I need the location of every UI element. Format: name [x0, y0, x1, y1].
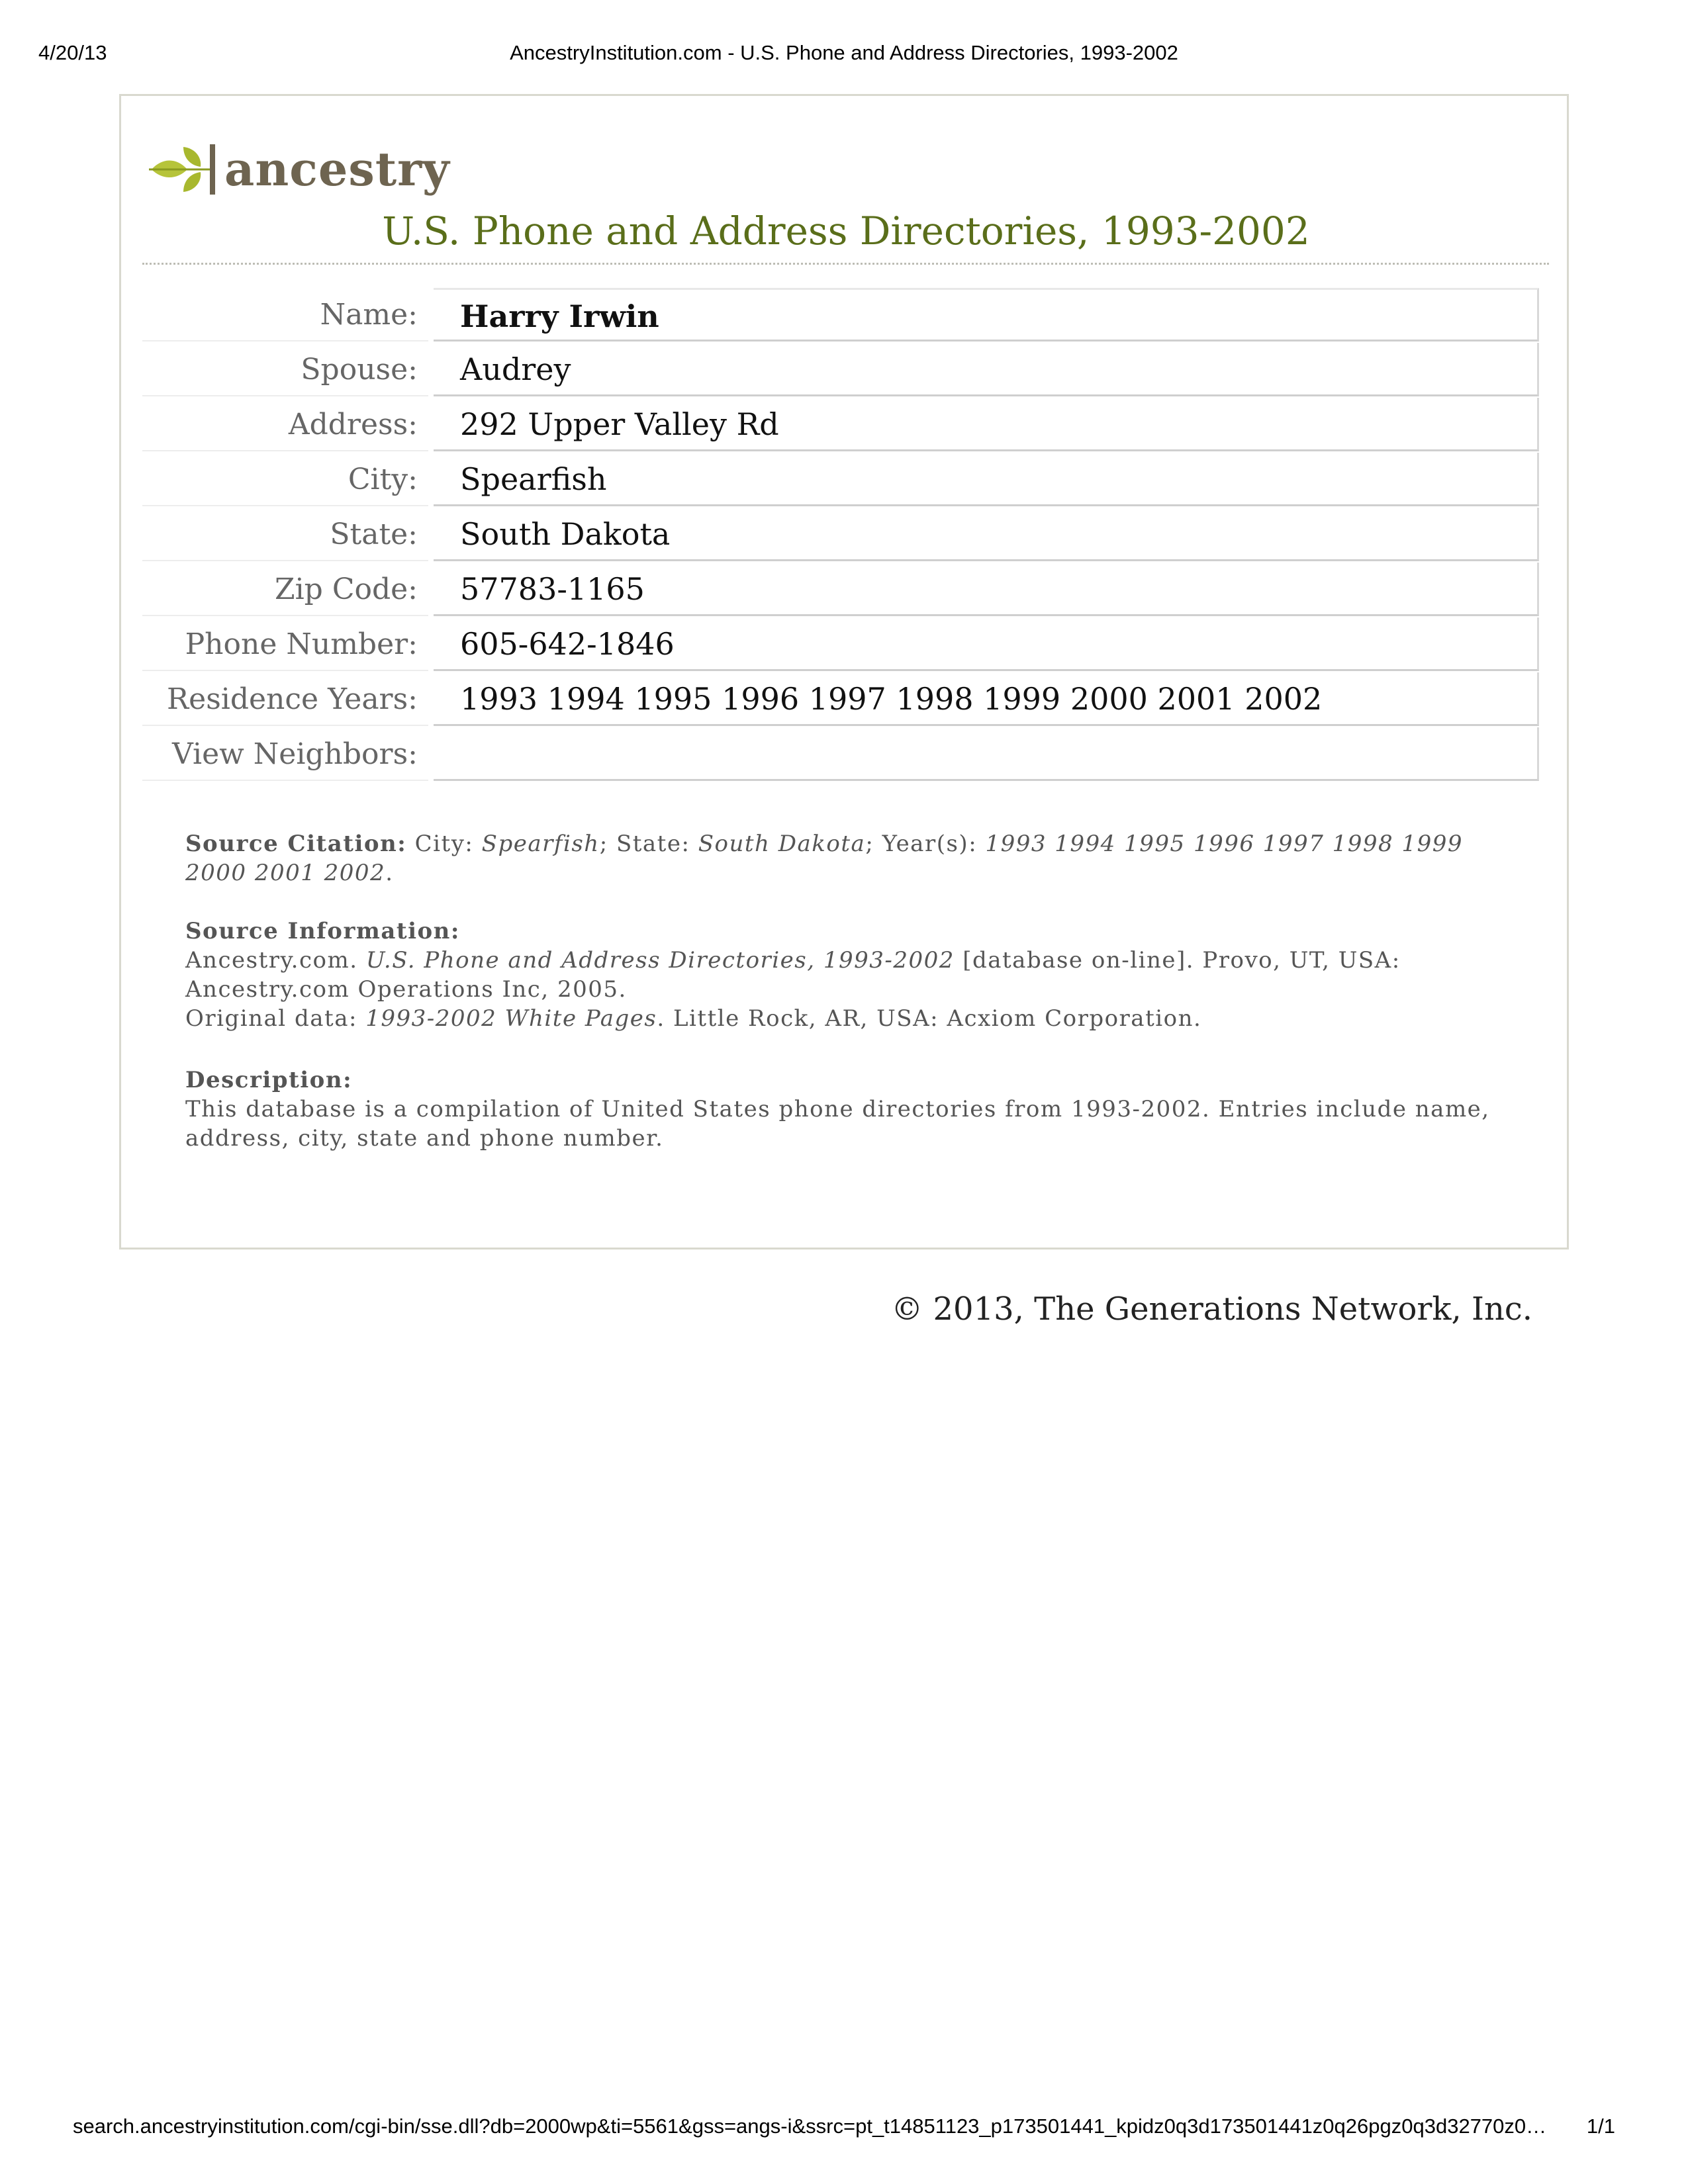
source-line1-pre: Ancestry.com.	[185, 947, 366, 974]
leaf-icon	[149, 139, 222, 199]
source-information-heading: Source Information:	[185, 918, 460, 944]
field-row-spouse	[142, 343, 1539, 398]
source-citation	[185, 829, 1503, 887]
description-text: This database is a compilation of United States phone directories from 1993-2002. Entries include name, address, city, state and phone number.	[185, 1096, 1490, 1152]
record-fields	[142, 288, 1539, 782]
logo-text: ancestry	[224, 141, 450, 197]
source-line2-post: . Little Rock, AR, USA: Acxiom Corporation.	[657, 1005, 1202, 1032]
field-value-name: Harry Irwin	[434, 288, 1539, 341]
field-label: Zip Code:	[142, 563, 428, 616]
print-page-title: AncestryInstitution.com - U.S. Phone and Address Directories, 1993-2002	[510, 41, 1178, 64]
citation-city-label: City:	[406, 831, 482, 857]
field-label: Name:	[142, 288, 428, 341]
record-card	[119, 94, 1569, 1250]
field-label: Residence Years:	[142, 672, 428, 726]
field-row-state	[142, 508, 1539, 563]
print-header	[0, 41, 1688, 74]
field-row-view-neighbors	[142, 727, 1539, 782]
print-date: 4/20/13	[38, 41, 107, 64]
field-value-phone: 605-642-1846	[434, 617, 1539, 671]
field-value-view-neighbors	[434, 727, 1539, 781]
source-information	[185, 917, 1503, 1033]
citation-city: Spearfish	[481, 831, 600, 857]
title-divider	[142, 263, 1549, 265]
field-row-phone	[142, 617, 1539, 672]
citation-state: South Dakota	[698, 831, 866, 857]
print-url: search.ancestryinstitution.com/cgi-bin/sse.dll?db=2000wp&ti=5561&gss=angs-i&ssrc=pt_t14851123_p173501441_kpidz0q3d173501441z0q26pgz0q3d32770z0…	[73, 2115, 1547, 2138]
field-value-zip: 57783-1165	[434, 563, 1539, 616]
field-value-state: South Dakota	[434, 508, 1539, 561]
citation-years-label: ; Year(s):	[865, 831, 986, 857]
field-label: Spouse:	[142, 343, 428, 396]
citation-end: .	[385, 860, 394, 886]
source-line1-post: [database on-line]. Provo, UT, USA: Ancestry.com Operations Inc, 2005.	[185, 947, 1401, 1003]
field-value-residence-years: 1993 1994 1995 1996 1997 1998 1999 2000 2001 2002	[434, 672, 1539, 726]
collection-title: U.S. Phone and Address Directories, 1993-2002	[382, 208, 1310, 253]
description	[185, 1066, 1503, 1153]
description-heading: Description:	[185, 1067, 353, 1093]
field-value-city: Spearfish	[434, 453, 1539, 506]
field-row-address	[142, 398, 1539, 453]
ancestry-logo[interactable]	[149, 136, 450, 202]
field-label: State:	[142, 508, 428, 561]
field-value-spouse: Audrey	[434, 343, 1539, 396]
copyright-notice: © 2013, The Generations Network, Inc.	[891, 1291, 1532, 1328]
print-page-number: 1/1	[1586, 2115, 1615, 2138]
field-label: City:	[142, 453, 428, 506]
field-label: Phone Number:	[142, 617, 428, 671]
source-citation-heading: Source Citation:	[185, 831, 407, 857]
field-row-name	[142, 288, 1539, 343]
view-neighbors-link[interactable]: View Neighbors:	[142, 727, 428, 781]
citation-years: 1993 1994 1995 1996 1997 1998 1999 2000 2001 2002	[185, 831, 1463, 886]
field-row-city	[142, 453, 1539, 508]
field-row-zip	[142, 563, 1539, 617]
field-value-address: 292 Upper Valley Rd	[434, 398, 1539, 451]
field-label: Address:	[142, 398, 428, 451]
source-line2-pre: Original data:	[185, 1005, 366, 1032]
source-line1-title: U.S. Phone and Address Directories, 1993-2002	[365, 947, 955, 974]
field-row-residence-years	[142, 672, 1539, 727]
source-line2-title: 1993-2002 White Pages	[365, 1005, 657, 1032]
print-footer	[0, 2115, 1688, 2148]
citation-state-label: ; State:	[599, 831, 698, 857]
